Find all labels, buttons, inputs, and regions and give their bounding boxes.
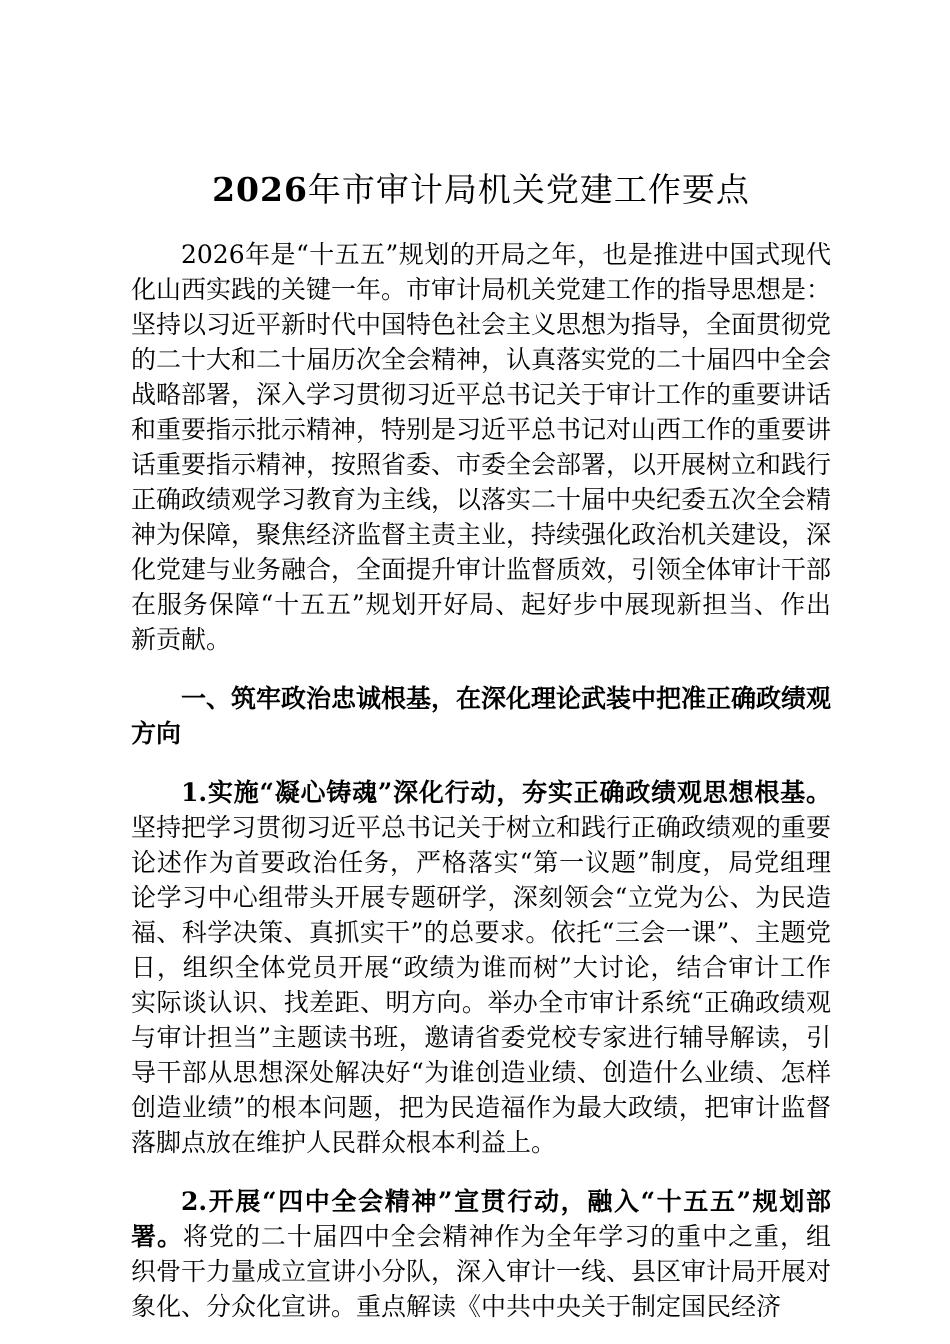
- intro-paragraph: 2026年是“十五五”规划的开局之年，也是推进中国式现代化山西实践的关键一年。市审计局机关党建工作的指导思想是：坚持以习近平新时代中国特色社会主义思想为指导，全面贯彻党的二十大和二十届历次全会精神，认真落实党的二十届四中全会战略部署，深入学习贯彻习近平总书记关于审计工作的重要讲话和重要指示批示精神，特别是习近平总书记对山西工作的重要讲话重要指示精神，按照省委、市委全会部署，以开展树立和践行正确政绩观学习教育为主线，以落实二十届中央纪委五次全会精神为保障，聚焦经济监督主责主业，持续强化政治机关建设，深化党建与业务融合，全面提升审计监督质效，引领全体审计干部在服务保障“十五五”规划开好局、起好步中展现新担当、作出新贡献。: [131, 240, 832, 654]
- item2-body: 将党的二十届四中全会精神作为全年学习的重中之重，组织骨干力量成立宣讲小分队，深入审计一线、县区审计局开展对象化、分众化宣讲。重点解读《中共中央关于制定国民经济: [131, 1222, 832, 1321]
- title-text: 年市审计局机关党建工作要点: [307, 170, 750, 209]
- document-page: [131, 165, 831, 1324]
- item1-body: 坚持把学习贯彻习近平总书记关于树立和践行正确政绩观的重要论述作为首要政治任务，严格落实“第一议题”制度，局党组理论学习中心组带头开展专题研学，深刻领会“立党为公、为民造福、科学决策、真抓实干”的总要求。依托“三会一课”、主题党日，组织全体党员开展“政绩为谁而树”大讨论，结合审计工作实际谈认识、找差距、明方向。举办全市审计系统“正确政绩观与审计担当”主题读书班，邀请省委党校专家进行辅导解读，引导干部从思想深处解决好“为谁创造业绩、创造什么业绩、怎样创造业绩”的根本问题，把为民造福作为最大政绩，把审计监督落脚点放在维护人民群众根本利益上。: [131, 813, 832, 1157]
- section1-heading: 一、筑牢政治忠诚根基，在深化理论武装中把准正确政绩观方向: [131, 684, 832, 748]
- document-title: [131, 165, 831, 215]
- item2-lead: 2.开展“四中全会精神”宣贯行动，融入“十五五”规划部署。: [131, 1187, 831, 1251]
- item2-paragraph: [131, 1184, 831, 1324]
- title-year: 2026: [212, 170, 308, 209]
- item1-paragraph: [131, 775, 831, 1160]
- item1-lead: 1.实施“凝心铸魂”深化行动，夯实正确政绩观思想根基。: [181, 778, 831, 807]
